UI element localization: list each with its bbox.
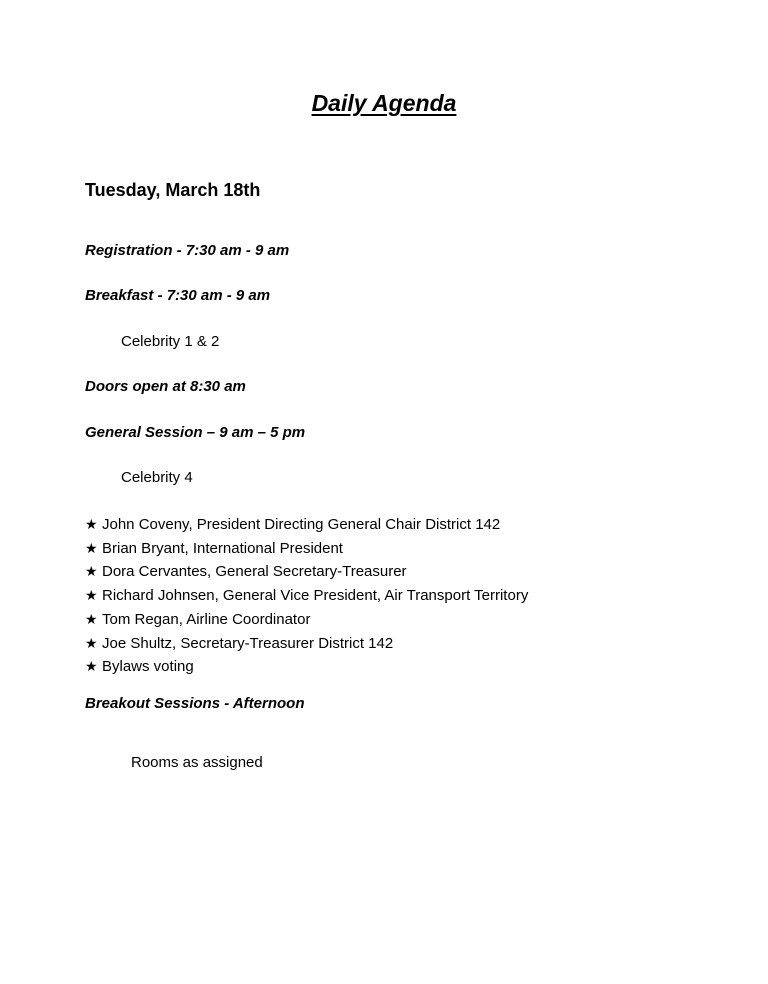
list-item (85, 632, 528, 656)
breakfast-location: Celebrity 1 & 2 (121, 333, 220, 350)
doors-open-heading: Doors open at 8:30 am (85, 378, 246, 395)
agenda-date: Tuesday, March 18th (85, 180, 261, 200)
speaker-name: Richard Johnsen, General Vice President, Air Transport Territory (102, 587, 529, 605)
page-title: Daily Agenda (311, 90, 457, 116)
list-item (85, 584, 528, 608)
speaker-name: Tom Regan, Airline Coordinator (102, 610, 311, 628)
breakout-sessions-heading: Breakout Sessions - Afternoon (85, 695, 305, 712)
general-session-location: Celebrity 4 (121, 469, 193, 486)
star-icon: ★ (85, 563, 98, 580)
list-item (85, 655, 528, 679)
speaker-name: Joe Shultz, Secretary-Treasurer District 142 (102, 634, 394, 652)
breakout-location: Rooms as assigned (131, 754, 263, 771)
speaker-name: John Coveny, President Directing General Chair District 142 (102, 516, 501, 533)
speaker-name: Dora Cervantes, General Secretary-Treasurer (102, 563, 407, 581)
star-icon: ★ (85, 516, 98, 532)
star-icon: ★ (85, 587, 98, 604)
star-icon: ★ (85, 658, 98, 675)
list-item (85, 537, 528, 561)
star-icon: ★ (85, 539, 98, 556)
list-item (85, 560, 528, 584)
list-item (85, 513, 528, 537)
general-session-heading: General Session – 9 am – 5 pm (85, 424, 306, 441)
star-icon: ★ (85, 634, 98, 651)
breakfast-heading: Breakfast - 7:30 am - 9 am (85, 287, 271, 304)
star-icon: ★ (85, 610, 98, 627)
speaker-list (85, 513, 528, 679)
speaker-name: Brian Bryant, International President (102, 539, 343, 557)
registration-heading: Registration - 7:30 am - 9 am (85, 242, 290, 259)
list-item (85, 608, 528, 632)
agenda-item: Bylaws voting (102, 658, 194, 676)
